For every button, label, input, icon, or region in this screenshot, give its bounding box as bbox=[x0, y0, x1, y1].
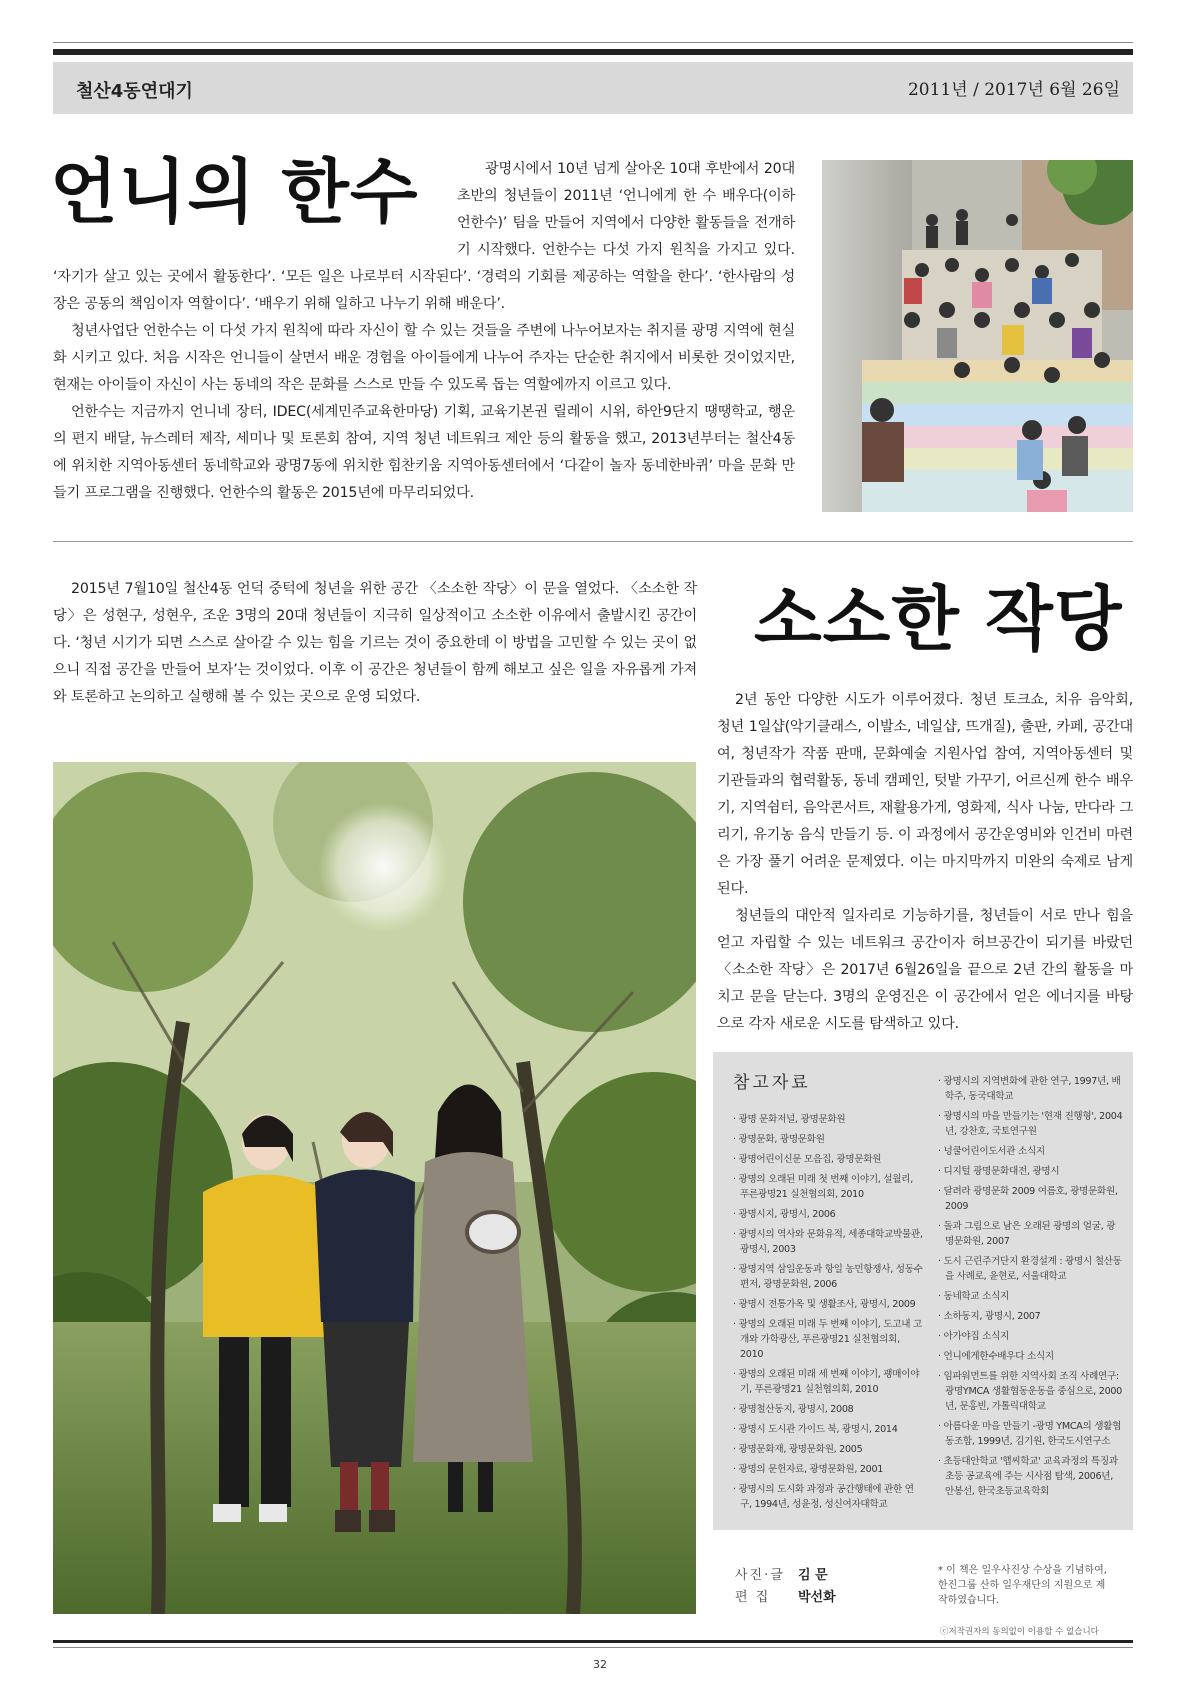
reference-item: · 광명시의 역사와 문화유적, 세종대학교박물관, 광명시, 2003 bbox=[733, 1227, 923, 1257]
children-stairs-illustration bbox=[822, 160, 1133, 512]
reference-item: · 광명시 도시관 가이드 북, 광명시, 2014 bbox=[733, 1422, 923, 1437]
reference-item: · 광명지역 삼일운동과 항일 농민항쟁사, 성동수 편저, 광명문화원, 2006 bbox=[733, 1262, 923, 1292]
top-rule-thick bbox=[53, 49, 1133, 55]
references-title: 참고자료 bbox=[733, 1073, 811, 1093]
bottom-rule-thick bbox=[53, 1640, 1133, 1643]
reference-item: · 광명시의 마을 만들기는 '현재 진행형', 2004년, 강찬호, 국토연구원 bbox=[938, 1109, 1123, 1139]
article1-paragraph: 언한수는 지금까지 언니네 장터, IDEC(세계민주교육한마당) 기획, 교육기본권 릴레이 시위, 하안9단지 땡땡학교, 행운의 편지 배달, 뉴스레터 제작, 세미나 및 토론회 참여, 지역 청년 네트워크 제안 등의 활동을 했고, 2013년부터는 철산4동에 위치한 지역아동센터 동네학교와 광명7동에 위치한 힘찬키움 지역아동센터에서 ‘다같이 놀자 동네한바퀴’ 마을 문화 만들기 프로그램을 진행했다. 언한수의 활동은 2015년에 마무리되었다. bbox=[53, 404, 795, 501]
reference-item: · 광명철산동지, 광명시, 2008 bbox=[733, 1402, 923, 1417]
references-list-col1 bbox=[733, 1112, 923, 1517]
article1-body bbox=[53, 156, 795, 507]
article2-intro bbox=[53, 576, 697, 711]
page-number: 32 bbox=[593, 1658, 607, 1671]
reference-item: · 광명문화재, 광명문화원, 2005 bbox=[733, 1442, 923, 1457]
reference-item: · 광명의 오래된 미래 두 번째 이야기, 도고내 고개와 가학광산, 푸른광명21 실천협의회, 2010 bbox=[733, 1317, 923, 1362]
article2-paragraph: 2년 동안 다양한 시도가 이루어졌다. 청년 토크쇼, 치유 음악회, 청년 1일샵(악기클래스, 이발소, 네일샵, 뜨개질), 출판, 카페, 공간대여, 청년작가 작품 판매, 문화예술 지원사업 참여, 지역아동센터 및 기관들과의 협력활동, 동네 캠페인, 텃밭 가꾸기, 어르신께 한수 배우기, 지역쉼터, 음악콘서트, 재활용가게, 영화제, 식사 나눔, 만다라 그리기, 유기농 음식 만들기 등. 이 과정에서 공간운영비와 인건비 마련은 가장 풀기 어려운 문제였다. 이는 마지막까지 미완의 숙제로 남게 된다. bbox=[717, 692, 1133, 897]
reference-item: · 넝쿨어린이도서관 소식지 bbox=[938, 1144, 1123, 1159]
reference-item: · 광명의 오래된 미래 세 번째 이야기, 괭매이야기, 푸른광명21 실천협의회, 2010 bbox=[733, 1367, 923, 1397]
article2-intro-paragraph: 2015년 7월10일 철산4동 언덕 중턱에 청년을 위한 공간 〈소소한 작당〉이 문을 열었다. 〈소소한 작당〉은 성현구, 성현우, 조운 3명의 20대 청년들이 지극히 일상적이고 소소한 이유에서 출발시킨 공간이다. ‘청년 시기가 되면 스스로 살아갈 수 있는 힘을 기르는 것이 중요한데 이 방법을 고민할 수 있는 곳이 없으니 직접 공간을 만들어 보자’는 것이었다. 이후 이 공간은 청년들이 함께 해보고 싶은 일을 자유롭게 가져와 토론하고 논의하고 실행해 볼 수 있는 곳으로 운영 되었다. bbox=[53, 581, 697, 705]
reference-item: · 임파워먼트를 위한 지역사회 조직 사례연구:광명YMCA 생활협동운동을 중심으로, 2000년, 문홍빈, 가톨릭대학교 bbox=[938, 1369, 1123, 1414]
references-list-col2 bbox=[938, 1074, 1123, 1504]
article2-headline: 소소한 작당 bbox=[754, 578, 1123, 660]
reference-item: · 도시 근린주거단지 환경설계 : 광명시 철산동을 사례로, 윤현로, 서울대학교 bbox=[938, 1254, 1123, 1284]
reference-item: · 광명시의 도시화 과정과 공간행태에 관한 연구, 1994년, 성윤정, 성신여자대학교 bbox=[733, 1482, 923, 1512]
headline-spacer bbox=[53, 156, 457, 264]
reference-item: · 디지털 광명문화대전, 광명시 bbox=[938, 1164, 1123, 1179]
middle-rule bbox=[53, 541, 1133, 542]
bottom-rule-thin bbox=[53, 1647, 1133, 1648]
article1-paragraph: 광명시에서 10년 넘게 살아온 10대 후반에서 20대 초반의 청년들이 2011년 ‘언니에게 한 수 배우다(이하 언한수)’ 팀을 만들어 지역에서 다양한 활동들을 전개하기 시작했다. 언한수는 다섯 가지 원칙을 가지고 있다. ‘자기가 살고 있는 곳에서 활동한다’. ‘모든 일은 나로부터 시작된다’. ‘경력의 기회를 제공하는 역할을 한다’. ‘한사람의 성장은 공동의 책임이자 역할이다’. ‘배우기 위해 일하고 나누기 위해 배운다’. bbox=[53, 161, 795, 312]
article1-headline: 언니의 한수 bbox=[50, 151, 419, 233]
reference-item: · 광명의 오래된 미래 첫 번째 이야기, 설월리, 푸른광명21 실천협의회, 2010 bbox=[733, 1172, 923, 1202]
reference-item: · 초등대안학교 '햅씨학교' 교육과정의 특징과 초등 공교육에 주는 시사점 탐색, 2006년, 안봉선, 한국초등교육학회 bbox=[938, 1454, 1123, 1499]
photo-credit-label: 사진·글 bbox=[735, 1568, 785, 1583]
reference-item: · 언니에게한수배우다 소식지 bbox=[938, 1349, 1123, 1364]
reference-item: · 광명시 전통가옥 및 생활조사, 광명시, 2009 bbox=[733, 1297, 923, 1312]
photo-credit-name: 김 문 bbox=[798, 1568, 828, 1583]
reference-item: · 광명시지, 광명시, 2006 bbox=[733, 1207, 923, 1222]
article2-body bbox=[717, 687, 1133, 1038]
three-women-forest-photo bbox=[53, 762, 696, 1614]
editor-credit-name: 박선화 bbox=[798, 1590, 836, 1605]
sponsor-note: * 이 책은 일우사진상 수상을 기념하여, 한진그룹 산하 일우재단의 지원으로 제작하였습니다. bbox=[938, 1565, 1107, 1606]
reference-item: · 광명어린이신문 모음집, 광명문화원 bbox=[733, 1152, 923, 1167]
article1-paragraph: 청년사업단 언한수는 이 다섯 가지 원칙에 따라 자신이 할 수 있는 것들을 주변에 나누어보자는 취지를 광명 지역에 현실화 시키고 있다. 처음 시작은 언니들이 살면서 배운 경험을 아이들에게 나누어 주자는 단순한 취지에서 비롯한 것이었지만, 현재는 아이들이 자신이 사는 동네의 작은 문화를 스스로 만들 수 있도록 돕는 역할에까지 이르고 있다. bbox=[53, 323, 795, 393]
reference-item: · 광명 문화저널, 광명문화원 bbox=[733, 1112, 923, 1127]
reference-item: · 아가야집 소식지 bbox=[938, 1329, 1123, 1344]
reference-item: · 아름다운 마을 만들기 -광명 YMCA의 생활협동조합, 1999년, 김기원, 한국도시연구소 bbox=[938, 1419, 1123, 1449]
section-title: 철산4동연대기 bbox=[76, 81, 193, 102]
reference-item: · 광명문화, 광명문화원 bbox=[733, 1132, 923, 1147]
reference-item: · 달려라 광명문화 2009 여름호, 광명문화원, 2009 bbox=[938, 1184, 1123, 1214]
article2-paragraph: 청년들의 대안적 일자리로 기능하기를, 청년들이 서로 만나 힘을 얻고 자립할 수 있는 네트워크 공간이자 허브공간이 되기를 바랐던 〈소소한 작당〉은 2017년 6월26일을 끝으로 2년 간의 활동을 마치고 문을 닫는다. 3명의 운영진은 이 공간에서 얻은 에너지를 바탕으로 각자 새로운 시도를 탐색하고 있다. bbox=[717, 908, 1133, 1032]
children-stairs-photo bbox=[822, 160, 1133, 512]
reference-item: · 광명시의 지역변화에 관한 연구, 1997년, 배학주, 동국대학교 bbox=[938, 1074, 1123, 1104]
copyright-notice: ⓒ저작권자의 동의없이 이용할 수 없습니다 bbox=[940, 1627, 1099, 1637]
reference-item: · 돌과 그림으로 남은 오래된 광명의 얼굴, 광명문화원, 2007 bbox=[938, 1219, 1123, 1249]
editor-credit-label: 편 집 bbox=[735, 1590, 771, 1605]
reference-item: · 소하동지, 광명시, 2007 bbox=[938, 1309, 1123, 1324]
top-rule-thin bbox=[53, 42, 1133, 43]
reference-item: · 동네학교 소식지 bbox=[938, 1289, 1123, 1304]
reference-item: · 광명의 문헌자료, 광명문화원, 2001 bbox=[733, 1462, 923, 1477]
three-women-forest-illustration bbox=[53, 762, 696, 1614]
header-date: 2011년 / 2017년 6월 26일 bbox=[907, 80, 1120, 100]
